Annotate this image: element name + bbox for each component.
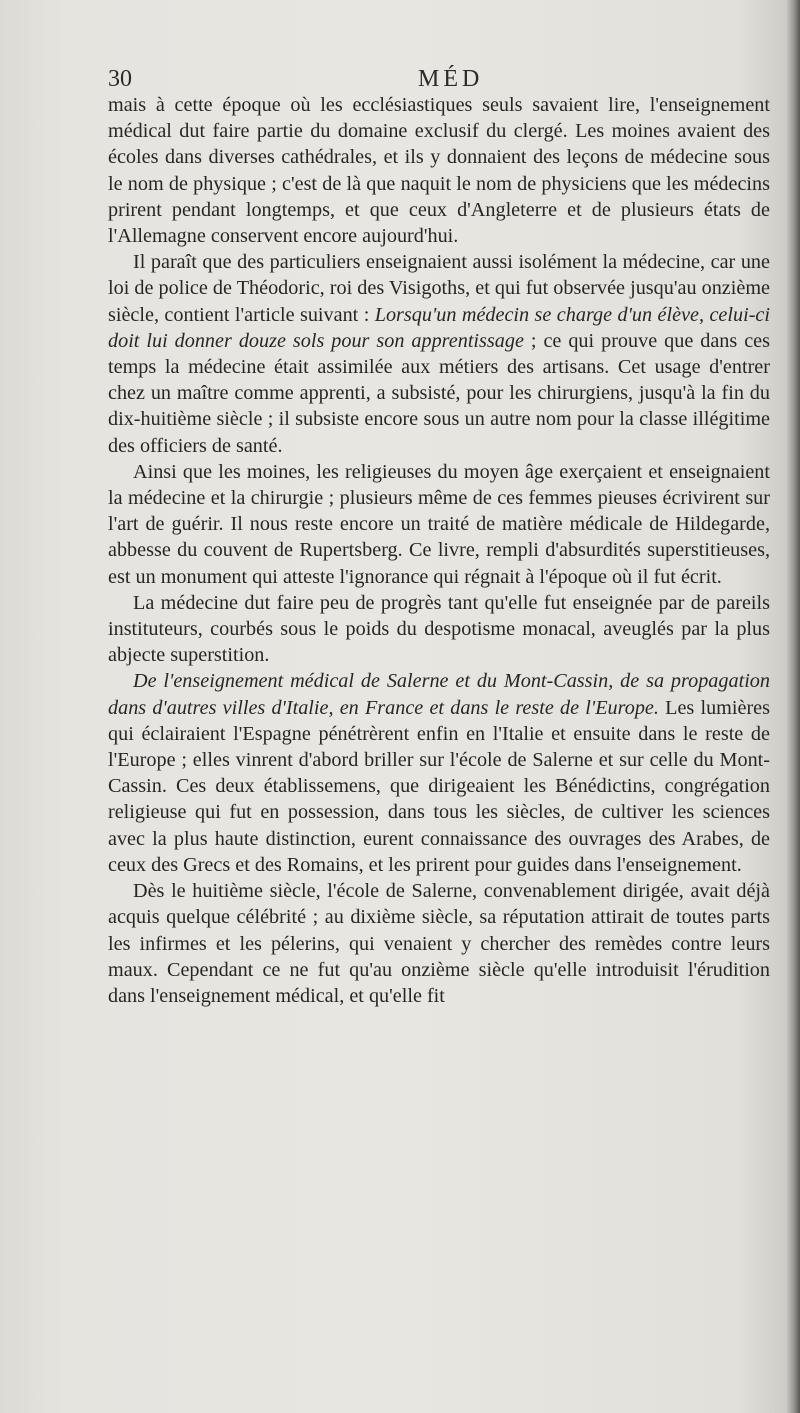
text-run: Les lumières qui éclairaient l'Espagne pénétrèrent enfin en l'Italie et ensuite dans le reste de l'Europe ; elles vinrent d'abord briller sur l'école de Salerne et sur celle du Mont-Cassin. Ces deux établissemens, que dirigeaient les Bénédictins, congrégation religieuse qui fut en possession, dans tous les siècles, de cultiver les sciences avec la plus haute distinction, eurent connaissance des ouvrages des Arabes, de ceux des Grecs et des Romains, et les prirent pour guides dans l'enseignement. xyxy=(108,696,770,876)
italic-text: De l'enseignement médical de Salerne et du Mont-Cassin, de sa propagation dans d'autres villes d'Italie, en France et dans le reste de l'Europe. xyxy=(108,670,770,719)
paragraph xyxy=(108,668,770,878)
page-number: 30 xyxy=(108,66,132,92)
text-run: La médecine dut faire peu de progrès tant qu'elle fut enseignée par de pareils instituteurs, courbés sous le poids du despotisme monacal, aveuglés par la plus abjecte superstition. xyxy=(108,591,770,667)
running-head: MÉD xyxy=(418,66,484,92)
italic-text: Lorsqu'un médecin se charge d'un élève, celui-ci doit lui donner douze sols pour son apprentissage xyxy=(108,303,770,352)
body-text xyxy=(108,92,770,1009)
paragraph xyxy=(108,459,770,590)
paragraph xyxy=(108,92,770,249)
binding-edge-shadow xyxy=(786,0,800,1413)
text-run: Ainsi que les moines, les religieuses du moyen âge exerçaient et enseignaient la médecine et la chirurgie ; plusieurs même de ces femmes pieuses écrivirent sur l'art de guérir. Il nous reste encore un traité de matière médicale de Hildegarde, abbesse du couvent de Rupertsberg. Ce livre, rempli d'absurdités superstitieuses, est un monument qui atteste l'ignorance qui régnait à l'époque où il fut écrit. xyxy=(108,460,770,588)
text-run: ; ce qui prouve que dans ces temps la médecine était assimilée aux métiers des artisans. Cet usage d'entrer chez un maître comme apprenti, a subsisté, pour les chirurgiens, jusqu'à la fin du dix-huitième siècle ; il subsiste encore sous un autre nom pour la classe illégitime des officiers de santé. xyxy=(108,329,770,457)
text-run: Il paraît que des particuliers enseignaient aussi isolément la médecine, car une loi de police de Théodoric, roi des Visigoths, et qui fut observée jusqu'au onzième siècle, contient l'article suivant : xyxy=(108,251,770,326)
paragraph xyxy=(108,249,770,459)
text-run: mais à cette époque où les ecclésiastiques seuls savaient lire, l'enseignement médical dut faire partie du domaine exclusif du clergé. Les moines avaient des écoles dans diverses cathédrales, et ils y donnaient des leçons de médecine sous le nom de physique ; c'est de là que naquit le nom de physiciens que les médecins prirent pendant longtemps, et que ceux d'Angleterre et de plusieurs états de l'Allemagne conservent encore aujourd'hui. xyxy=(108,94,770,248)
page-header xyxy=(108,62,770,96)
paragraph xyxy=(108,878,770,1009)
text-run: Dès le huitième siècle, l'école de Salerne, convenablement dirigée, avait déjà acquis quelque célébrité ; au dixième siècle, sa réputation attirait de toutes parts les infirmes et les pélerins, qui venaient y chercher des remèdes contre leurs maux. Cependant ce ne fut qu'au onzième siècle qu'elle introduisit l'érudition dans l'enseignement médical, et qu'elle fit xyxy=(108,880,770,1007)
paragraph xyxy=(108,590,770,669)
